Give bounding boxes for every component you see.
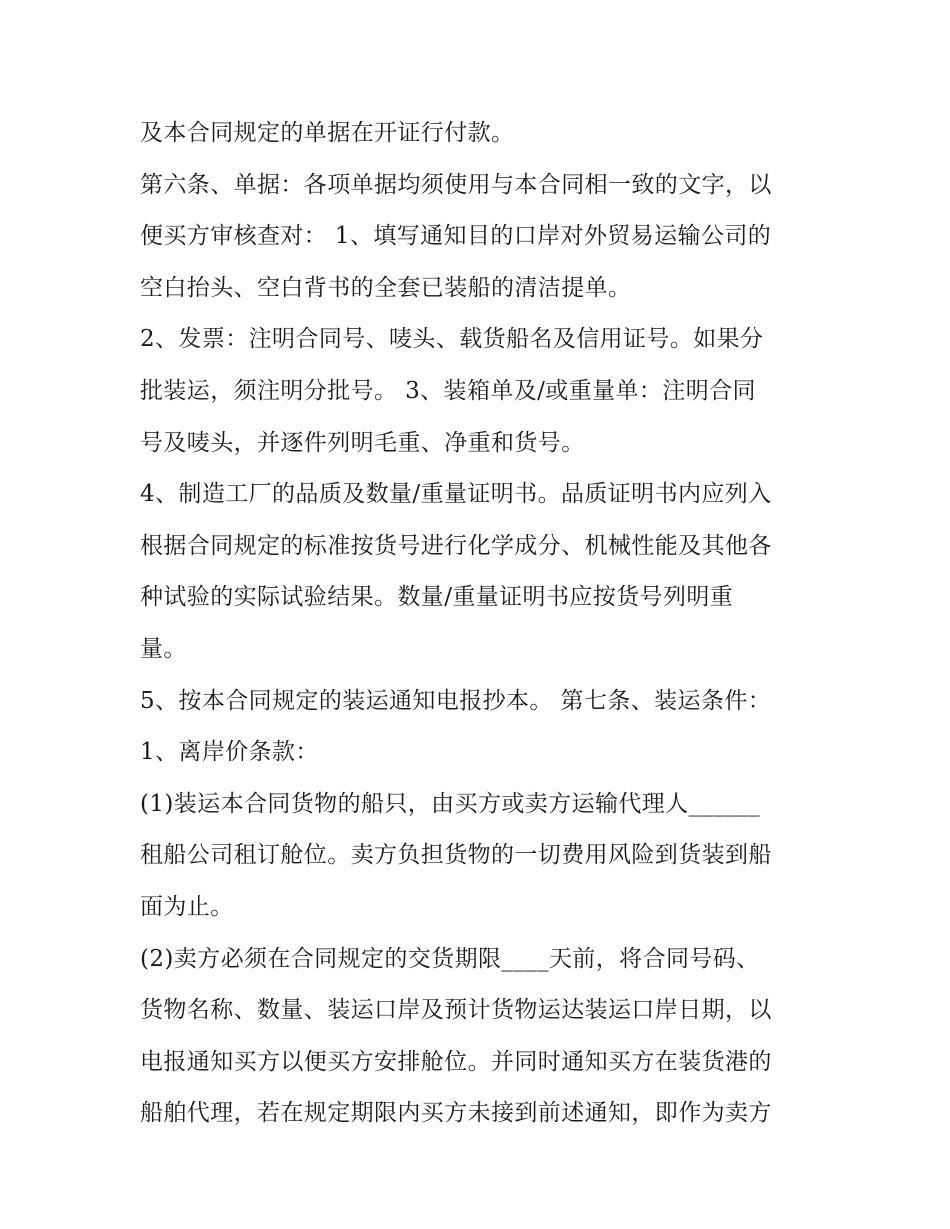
text-line: 第六条、单据：各项单据均须使用与本合同相一致的文字，以 [140,171,772,198]
text-line: 货物名称、数量、装运口岸及预计货物运达装运口岸日期，以 [140,997,772,1024]
text-line: 便买方审核查对： 1、填写通知目的口岸对外贸易运输公司的 [140,223,772,250]
text-line: 5、按本合同规定的装运通知电报抄本。 第七条、装运条件： [140,687,772,714]
text-line: 1、离岸价条款： [140,739,319,766]
text-line: (2)卖方必须在合同规定的交货期限____天前，将合同号码、 [140,945,760,972]
text-line: 租船公司租订舱位。卖方负担货物的一切费用风险到货装到船 [140,842,772,869]
text-line: 批装运，须注明分批号。 3、装箱单及/或重量单：注明合同 [140,377,756,404]
text-line: 空白抬头、空白背书的全套已装船的清洁提单。 [140,274,632,301]
text-line: 种试验的实际试验结果。数量/重量证明书应按货号列明重 [140,584,734,611]
text-line: 面为止。 [140,893,234,920]
text-line: (1)装运本合同货物的船只，由买方或卖方运输代理人______ [140,790,760,817]
text-line: 根据合同规定的标准按货号进行化学成分、机械性能及其他各 [140,532,772,559]
text-line: 量。 [140,635,187,662]
text-line: 4、制造工厂的品质及数量/重量证明书。品质证明书内应列入 [140,481,772,508]
text-line: 船舶代理，若在规定期限内买方未接到前述通知，即作为卖方 [140,1100,772,1127]
text-line: 2、发票：注明合同号、唛头、载货船名及信用证号。如果分 [140,326,764,353]
document-body [140,108,820,1140]
text-line: 号及唛头，并逐件列明毛重、净重和货号。 [140,429,585,456]
text-line: 电报通知买方以便买方安排舱位。并同时通知买方在装货港的 [140,1048,772,1075]
text-line: 及本合同规定的单据在开证行付款。 [140,120,515,146]
